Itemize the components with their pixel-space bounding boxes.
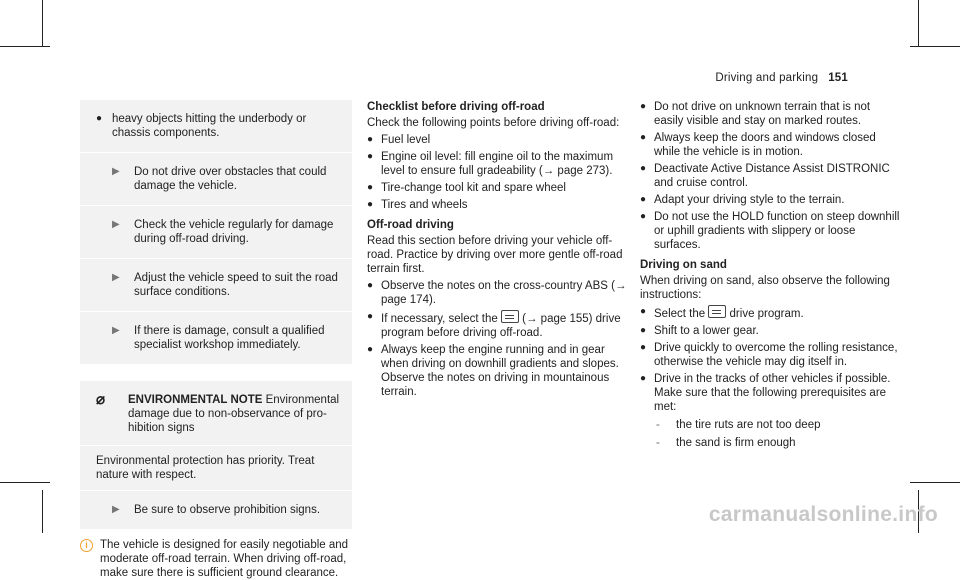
sub-list-item: - the tire ruts are not too deep [656, 419, 821, 431]
step-item: ▶ If there is damage, consult a qualified specialist workshop immediately. [112, 325, 325, 351]
bullet-icon: ● [640, 373, 647, 384]
panel-step [80, 491, 352, 530]
page-header [715, 72, 848, 84]
list-item: ● Adapt your driving style to the terrain. [640, 194, 845, 206]
bullet-icon: ● [367, 151, 374, 162]
list-item: ● Always keep the doors and windows closed while the vehicle is in motion. [640, 132, 876, 158]
step-item: ▶ Do not drive over obstacles that could damage the vehicle. [112, 166, 327, 192]
list-item: ● Always keep the engine running and in gear when driving on downhill gradients and slopes. Observe the notes on driving in mountainous terrain. [367, 344, 619, 398]
list-item: ● Tire-change tool kit and spare wheel [367, 182, 566, 194]
bullet-icon: ● [367, 134, 374, 145]
offroad-intro: Read this section before driving your vehicle off-road. Practice by driving over more gentle off-road terrain first. [367, 235, 623, 275]
bullet-icon: ● [640, 306, 647, 317]
dash-icon: - [656, 437, 660, 449]
bullet-icon: ● [640, 194, 647, 205]
page-number: 151 [828, 72, 848, 84]
bullet-icon: ● [640, 211, 647, 222]
step-arrow-icon: ▶ [112, 325, 120, 336]
bullet-icon: ● [367, 311, 374, 322]
crop-mark [910, 482, 960, 483]
column-right [640, 100, 900, 454]
crop-mark [910, 46, 960, 47]
panel-step [80, 259, 352, 312]
environmental-note-panel [80, 381, 352, 530]
checklist-heading: Checklist before driving off-road [367, 101, 545, 113]
crop-mark [42, 0, 43, 46]
list-item: ● Shift to a lower gear. [640, 325, 759, 337]
warning-panel [80, 100, 352, 365]
bullet-icon: ● [640, 325, 647, 336]
leaf-icon: ⌀ [96, 391, 106, 408]
watermark: carmanualsonline.info [708, 503, 938, 526]
bullet-icon: ● [367, 182, 374, 193]
list-item: ● Fuel level [367, 134, 431, 146]
info-icon: i [80, 539, 93, 552]
column-middle [367, 100, 627, 402]
list-item: ● heavy objects hitting the underbody or chassis components. [96, 113, 307, 139]
list-item: ● Drive in the tracks of other vehicles if possible. Make sure that the following prerequisites are met: [640, 373, 891, 413]
list-item: ● If necessary, select the (→ page 155) drive program before driving off-road. [367, 311, 621, 339]
panel-step [80, 153, 352, 206]
list-item: ● Drive quickly to overcome the rolling resistance, otherwise the vehicle may dig itself in. [640, 342, 898, 368]
env-note-text: Environmental damage due to non-observance of prohibition signs [128, 394, 340, 434]
env-note-body: Environmental protection has priority. Treat nature with respect. [80, 446, 352, 491]
step-arrow-icon: ▶ [112, 504, 120, 515]
offroad-heading: Off-road driving [367, 219, 454, 231]
env-note-heading [80, 381, 352, 446]
crop-mark [918, 0, 919, 46]
panel-bullets [80, 100, 352, 153]
env-note-title: ENVIRONMENTAL NOTE [128, 394, 263, 406]
crop-mark [42, 490, 43, 533]
crop-mark [0, 46, 50, 47]
bullet-icon: ● [367, 280, 374, 291]
column-left [80, 100, 352, 580]
step-arrow-icon: ▶ [112, 166, 120, 177]
sand-heading: Driving on sand [640, 259, 727, 271]
list-item: ● Observe the notes on the cross-country ABS (→ page 174). [367, 280, 627, 306]
bullet-icon: ● [367, 199, 374, 210]
offroad-program-icon [708, 305, 726, 318]
section-title: Driving and parking [715, 72, 819, 84]
bullet-icon: ● [640, 342, 647, 353]
sub-list-item: - the sand is firm enough [656, 437, 796, 449]
step-item: ▶ Adjust the vehicle speed to suit the road surface conditions. [112, 272, 338, 298]
list-item: ● Do not use the HOLD function on steep downhill or uphill gradients with slippery or loose surfaces. [640, 211, 900, 251]
bullet-icon: ● [640, 163, 647, 174]
info-text: The vehicle is designed for easily negotiable and moderate off-road terrain. When driving off-road, make sure there is sufficient ground clearance. [100, 539, 349, 579]
crop-mark [0, 482, 50, 483]
list-item: ● Select the drive program. [640, 306, 804, 320]
bullet-icon: ● [640, 132, 647, 143]
info-note [80, 530, 352, 580]
step-arrow-icon: ▶ [112, 272, 120, 283]
list-item: ● Deactivate Active Distance Assist DISTRONIC and cruise control. [640, 163, 890, 189]
bullet-icon: ● [640, 101, 647, 112]
list-item: ● Tires and wheels [367, 199, 468, 211]
list-item: ● Do not drive on unknown terrain that is not easily visible and stay on marked routes. [640, 101, 871, 127]
bullet-icon: ● [96, 113, 103, 124]
panel-step [80, 206, 352, 259]
offroad-program-icon [501, 310, 519, 323]
bullet-icon: ● [367, 344, 374, 355]
sand-intro: When driving on sand, also observe the following instructions: [640, 275, 890, 301]
checklist-intro: Check the following points before driving off-road: [367, 117, 620, 129]
step-item: ▶ Check the vehicle regularly for damage during off-road driving. [112, 219, 334, 245]
list-item: ● Engine oil level: fill engine oil to the maximum level to ensure full gradeability (→ page 273). [367, 151, 614, 177]
dash-icon: - [656, 419, 660, 431]
step-item: ▶ Be sure to observe prohibition signs. [112, 504, 321, 516]
panel-step [80, 312, 352, 365]
step-arrow-icon: ▶ [112, 219, 120, 230]
